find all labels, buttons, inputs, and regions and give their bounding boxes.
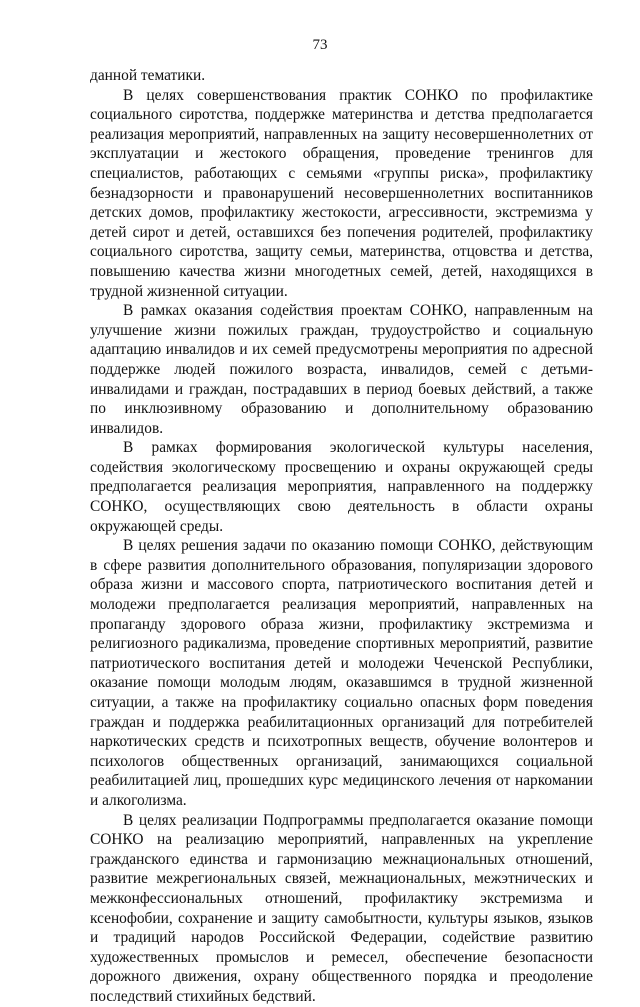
document-body (90, 66, 593, 1007)
paragraph-elderly-disabled-support: В рамках оказания содействия проектам СОНКО, направленным на улучшение жизни пожилых граждан, трудоустройство и социальную адаптацию инвалидов и их семей предусмотрены мероприятия по адресной поддержке людей пожилого возраста, инвалидов, семей с детьми-инвалидами и граждан, пострадавших в период боевых действий, а также по инклюзивному образованию и дополнительному образованию инвалидов. (90, 302, 593, 437)
paragraph-ecological-culture: В рамках формирования экологической культуры населения, содействия экологическому просвещению и охраны окружающей среды предполагается реализация мероприятия, направленного на поддержку СОНКО, осуществляющих свою деятельность в области охраны окружающей среды. (90, 439, 593, 535)
paragraph-social-orphanhood: В целях совершенствования практик СОНКО по профилактике социального сиротства, поддержке материнства и детства предполагается реализация мероприятий, направленных на защиту несовершеннолетних от эксплуатации и жестокого обращения, проведение тренингов для специалистов, работающих с семьями «группы риска», профилактику безнадзорности и правонарушений несовершеннолетних воспитанников детских домов, профилактику жестокости, агрессивности, экстремизма у детей сирот и детей, оставшихся без попечения родителей, профилактику социального сиротства, защиту семьи, материнства, отцовства и детства, повышению качества жизни многодетных семей, детей, находящихся в трудной жизненной ситуации. (90, 86, 593, 300)
paragraph-youth-education-sport: В целях решения задачи по оказанию помощи СОНКО, действующим в сфере развития дополнительного образования, популяризации здорового образа жизни и массового спорта, патриотического воспитания детей и молодежи предполагается реализация мероприятий, направленных на пропаганду здорового образа жизни, профилактику экстремизма и религиозного радикализма, проведение спортивных мероприятий, развитие патриотического воспитания детей и молодежи Чеченской Республики, оказание помощи молодым людям, оказавшимся в трудной жизненной ситуации, а также на профилактику социально опасных форм поведения граждан и поддержка реабилитационных организаций для потребителей наркотических средств и психотропных веществ, обучение волонтеров и психологов общественных организаций, занимающихся социальной реабилитацией лиц, прошедших курс медицинского лечения от наркомании и алкоголизма. (90, 537, 593, 809)
paragraph-continuation: данной тематики. (90, 67, 206, 84)
paragraph-civic-unity: В целях реализации Подпрограммы предполагается оказание помощи СОНКО на реализацию мероприятий, направленных на укрепление гражданского единства и гармонизацию межнациональных отношений, развитие межрегиональных связей, межнациональных, межэтнических и межконфессиональных отношений, профилактику экстремизма и ксенофобии, сохранение и защиту самобытности, культуры языков, языков и традиций народов Российской Федерации, содействие развитию художественных промыслов и ремесел, обеспечение безопасности дорожного движения, охрану общественного порядка и преодоление последствий стихийных бедствий. (90, 811, 593, 1005)
page-number: 73 (312, 37, 328, 53)
